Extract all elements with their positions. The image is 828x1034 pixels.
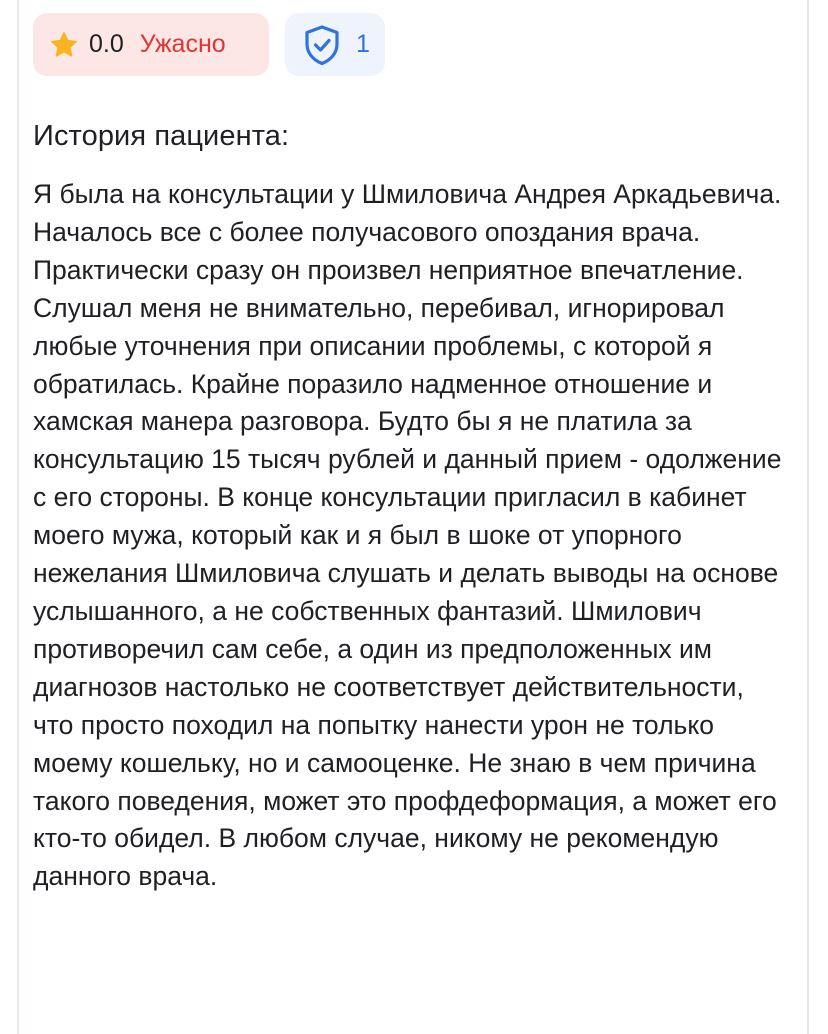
patient-history-text: Я была на консультации у Шмиловича Андрея Аркадьевича. Началось все с более получасового опоздания врача. Практически сразу он произвел неприятное впечатление. Слушал меня не внимательно, перебивал, игнорировал любые уточнения при описании проблемы, с которой я обратилась. Крайне поразило надменное отношение и хамская манера разговора. Будто бы я не платила за консультацию 15 тысяч рублей и данный прием - одолжение с его стороны. В конце консультации пригласил в кабинет моего мужа, который как и я был в шоке от упорного нежелания Шмиловича слушать и делать выводы на основе услышанного, а не собственных фантазий. Шмилович противоречил сам себе, а один из предположенных им диагнозов настолько не соответствует действительности, что просто походил на попытку нанести урон не только моему кошельку, но и самооценке. Не знаю в чем причина такого поведения, может это профдеформация, а может его кто-то обидел. В любом случае, никому не рекомендую данного врача. [33,179,782,892]
verified-visits-count: 1 [356,30,370,58]
rating-value: 0.0 [89,30,124,58]
star-icon [49,30,79,60]
verified-visits-badge[interactable] [285,13,385,76]
shield-check-icon [302,24,342,66]
rating-badge[interactable] [33,13,269,76]
review-badges [33,13,385,76]
rating-label: Ужасно [139,30,226,58]
patient-history-title: История пациента: [33,120,290,152]
